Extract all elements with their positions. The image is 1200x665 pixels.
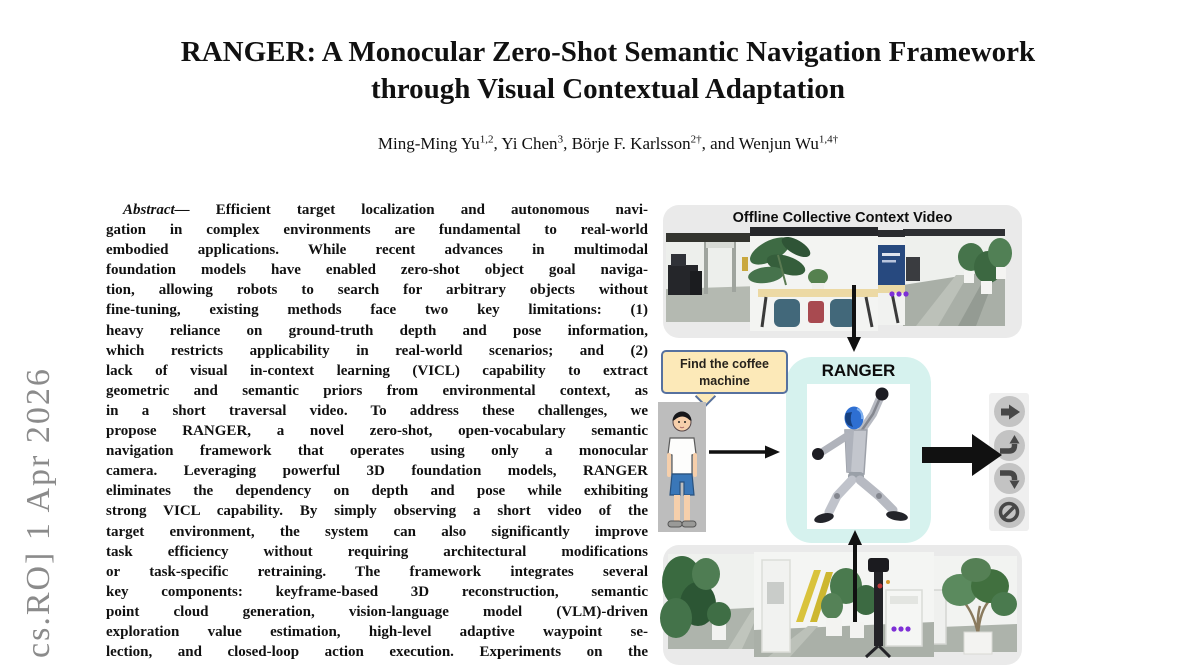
robot-figure (807, 384, 910, 529)
observation-to-ranger-arrow-icon (846, 530, 864, 622)
purple-ellipsis-icon (889, 291, 908, 296)
observation-photo-plants (660, 554, 768, 649)
page-title (100, 34, 1116, 108)
author: , and Wenjun $Wu^{1,4\dagger}$ (701, 133, 839, 153)
purple-ellipsis-icon (891, 626, 910, 631)
abstract-label: Abstract— (123, 202, 190, 218)
abstract-line: embodied applications. While recent advances in multimodal (106, 242, 648, 259)
context-photo-corridor (903, 229, 1012, 326)
instruction-line-2: machine (699, 374, 750, 388)
observation-photo-strip (668, 552, 1017, 665)
abstract-line: geometric and semantic priors from environmental context, as (106, 382, 648, 399)
move-forward-icon (994, 396, 1025, 427)
abstract-line: propose RANGER, a novel zero-shot, open-vocabulary semantic (106, 423, 648, 440)
abstract-line: task efficiency without requiring architectural modifications (106, 543, 648, 560)
arxiv-stamp: cs.RO] 1 Apr 2026 (20, 367, 57, 658)
abstract-line: strong VICL capability. By simply observing a short video of the (106, 503, 648, 520)
context-to-ranger-arrow-icon (845, 285, 863, 353)
ranger-module (786, 357, 931, 543)
humanoid-robot-icon (807, 384, 910, 529)
stop-icon (994, 497, 1025, 528)
online-observation-panel (663, 545, 1022, 665)
abstract-line: Abstract— Efficient target localization and autonomous navi- (123, 202, 648, 218)
context-panel-title: Offline Collective Context Video (732, 210, 953, 226)
abstract-line: tion, allowing robots to search for arbitrary objects without (106, 282, 648, 299)
abstract-line: in a short traversal video. To address these challenges, we (106, 402, 648, 419)
title-line-1: RANGER: A Monocular Zero-Shot Semantic Navigation Framework (180, 36, 1036, 68)
user-to-ranger-arrow-icon (709, 444, 781, 460)
abstract-line: navigation framework that operates using only a monocular (106, 443, 648, 460)
abstract-line: fine-tuning, existing methods face two key limitations: (1) (106, 302, 648, 319)
instruction-line-1: Find the coffee (680, 357, 769, 371)
paper-authors (100, 133, 1116, 154)
abstract-line: lection, and closed-loop action execution. Experiments on the (106, 644, 648, 661)
abstract (106, 200, 648, 662)
ranger-label: RANGER (821, 361, 896, 380)
context-video-panel (663, 205, 1022, 338)
abstract-line: foundation models have enabled zero-shot object goal naviga- (106, 262, 648, 279)
author: Ming-Ming Yu$^{1,2}$ (377, 133, 494, 153)
abstract-line: target environment, the system can also significantly improve (106, 523, 648, 540)
abstract-line: point cloud generation, vision-language model (VLM)-driven (106, 603, 648, 620)
author: , Börje F. Karlsson$^{2\dagger}$ (563, 133, 702, 153)
instruction-bubble (661, 350, 788, 394)
observation-photo-corridor (754, 552, 934, 657)
abstract-line: exploration value estimation, high-level adaptive waypoint se- (106, 623, 648, 640)
author: , Yi Chen$^3$ (493, 133, 564, 153)
abstract-line: heavy reliance on ground-truth depth and pose information, (106, 322, 648, 339)
abstract-line: key components: keyframe-based 3D reconstruction, semantic (106, 583, 648, 600)
abstract-line: lack of visual in-context learning (VICL) capability to extract (106, 362, 648, 379)
abstract-line: gation in complex environments are fundamental to real-world (106, 222, 648, 239)
context-photo-strip (666, 227, 1009, 331)
user-figure (658, 402, 706, 532)
abstract-line: which restricts applicability in real-world scenarios; and (2) (106, 342, 648, 359)
ranger-to-actions-arrow-icon (922, 430, 1004, 480)
title-line-2: through Visual Contextual Adaptation (370, 73, 846, 105)
abstract-line: or task-specific retraining. The framework integrates several (106, 563, 648, 580)
abstract-line: eliminates the dependency on depth and pose while exhibiting (106, 483, 648, 500)
abstract-line: camera. Leveraging powerful 3D foundation models, RANGER (106, 463, 648, 480)
